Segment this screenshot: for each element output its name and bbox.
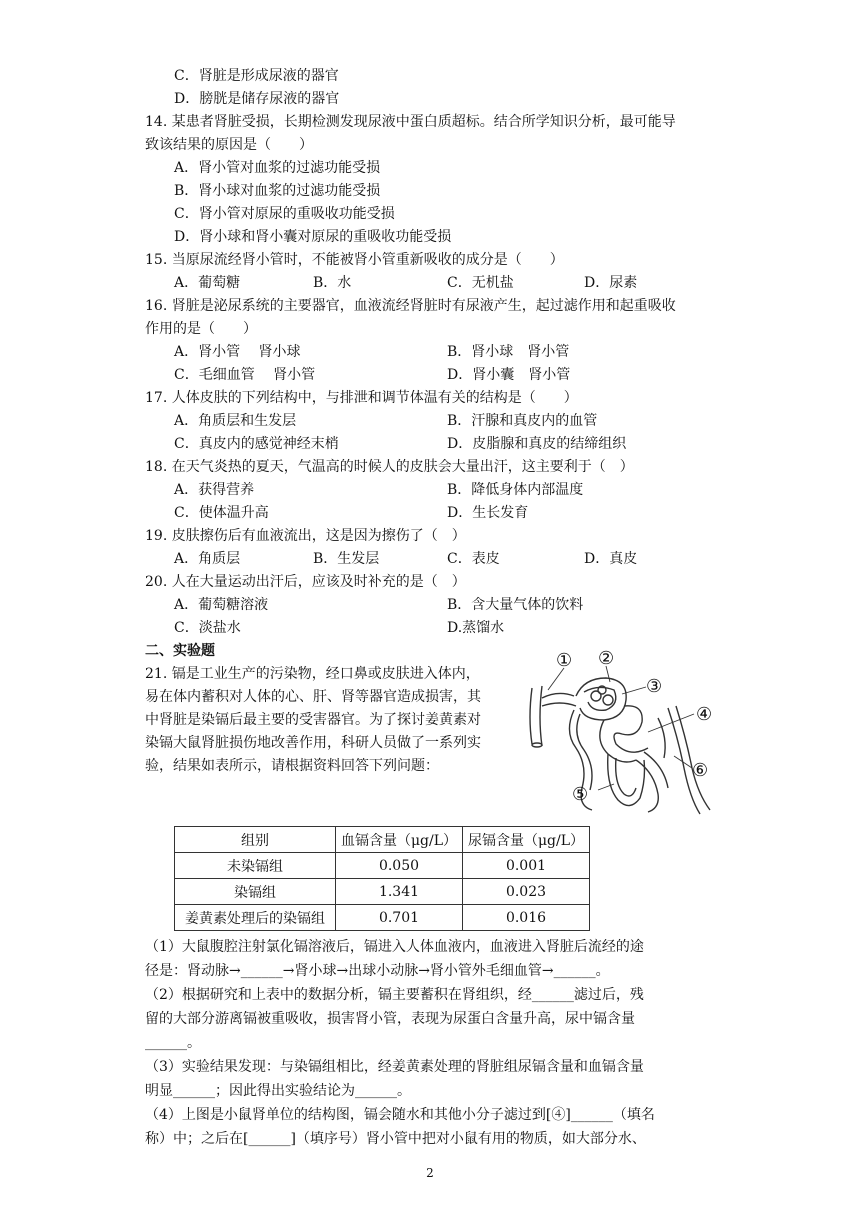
figure-label-4: ④ [696, 704, 713, 725]
q21-part4-line1: （4）上图是小鼠肾单位的结构图，镉会随水和其他小分子滤过到[④]______（填名 [145, 1107, 655, 1123]
q21-part4-line2: 称）中；之后在[______]（填序号）肾小管中把对小鼠有用的物质，如大部分水、 [145, 1131, 646, 1147]
q13-option-d: D．膀胱是储存尿液的器官 [174, 91, 340, 107]
q19-option-b: B．生发层 [313, 551, 380, 567]
q15-option-a: A．葡萄糖 [174, 275, 241, 291]
table-cell: 0.023 [463, 879, 590, 905]
q21-part3-line2: 明显______；因此得出实验结论为______。 [145, 1083, 411, 1099]
q16-option-b: B．肾小球 肾小管 [447, 344, 570, 360]
q17-stem: 17. 人体皮肤的下列结构中，与排泄和调节体温有关的结构是（ ） [145, 390, 578, 406]
q21-part2-line1: （2）根据研究和上表中的数据分析，镉主要蓄积在肾组织，经______滤过后，残 [145, 987, 644, 1003]
q19-option-a: A．角质层 [174, 551, 241, 567]
q21-part2-line2: 留的大部分游离镉被重吸收，损害肾小管，表现为尿蛋白含量升高，尿中镉含量 [145, 1011, 635, 1027]
figure-label-3: ③ [646, 676, 663, 697]
figure-label-2: ② [598, 648, 615, 669]
results-table [174, 826, 590, 931]
q21-part1-line2: 径是：肾动脉→______→肾小球→出球小动脉→肾小管外毛细血管→______。 [145, 963, 610, 979]
q20-option-b: B．含大量气体的饮料 [447, 597, 584, 613]
q21-intro-line4: 染镉大鼠肾脏损伤地改善作用，科研人员做了一系列实 [145, 735, 481, 751]
q21-part1-line1: （1）大鼠腹腔注射氯化镉溶液后，镉进入人体血液内，血液进入肾脏后流经的途 [145, 939, 644, 955]
q21-intro-line2: 易在体内蓄积对人体的心、肝、肾等器官造成损害，其 [145, 689, 481, 705]
table-cell: 姜黄素处理后的染镉组 [175, 905, 336, 931]
q19-option-d: D．真皮 [584, 551, 638, 567]
q20-option-d: D.蒸馏水 [447, 620, 505, 636]
q18-option-c: C．使体温升高 [174, 505, 269, 521]
q20-option-c: C．淡盐水 [174, 620, 241, 636]
q17-option-b: B．汗腺和真皮内的血管 [447, 413, 598, 429]
q16-option-a: A．肾小管 肾小球 [174, 344, 301, 360]
table-cell: 0.701 [336, 905, 463, 931]
q16-stem-line2: 作用的是（ ） [145, 321, 257, 337]
table-row [175, 879, 590, 905]
q19-option-c: C．表皮 [447, 551, 500, 567]
q14-option-b: B．肾小球对血浆的过滤功能受损 [174, 183, 381, 199]
q14-stem-line2: 致该结果的原因是（ ） [145, 137, 313, 153]
section-heading: 二、实验题 [145, 643, 215, 659]
q18-option-b: B．降低身体内部温度 [447, 482, 584, 498]
q16-stem-line1: 16. 肾脏是泌尿系统的主要器官，血液流经肾脏时有尿液产生，起过滤作用和起重吸收 [145, 298, 676, 314]
table-row [175, 905, 590, 931]
q14-option-a: A．肾小管对血浆的过滤功能受损 [174, 160, 381, 176]
q20-option-a: A．葡萄糖溶液 [174, 597, 269, 613]
figure-label-5: ⑤ [572, 784, 589, 805]
q16-option-d: D．肾小囊 肾小管 [447, 367, 571, 383]
q21-intro-line5: 验，结果如表所示，请根据资料回答下列问题： [145, 758, 439, 774]
q18-option-d: D．生长发育 [447, 505, 529, 521]
table-cell: 0.016 [463, 905, 590, 931]
q17-option-d: D．皮脂腺和真皮的结缔组织 [447, 436, 627, 452]
q21-intro-line3: 中肾脏是染镉后最主要的受害器官。为了探讨姜黄素对 [145, 712, 481, 728]
q15-stem: 15. 当原尿流经肾小管时，不能被肾小管重新吸收的成分是（ ） [145, 252, 564, 268]
q15-option-b: B．水 [313, 275, 352, 291]
q21-part2-line3: ______。 [145, 1035, 201, 1051]
page-number: 2 [426, 1166, 434, 1180]
q17-option-c: C．真皮内的感觉神经末梢 [174, 436, 339, 452]
table-cell: 1.341 [336, 879, 463, 905]
figure-label-1: ① [556, 650, 573, 671]
q18-stem: 18. 在天气炎热的夏天，气温高的时候人的皮肤会大量出汗，这主要利于（ ） [145, 459, 634, 475]
table-header-cell: 尿镉含量（μg/L） [463, 827, 590, 853]
q14-stem-line1: 14. 某患者肾脏受损，长期检测发现尿液中蛋白质超标。结合所学知识分析，最可能导 [145, 114, 676, 130]
q15-option-d: D．尿素 [584, 275, 638, 291]
table-header-cell: 血镉含量（μg/L） [336, 827, 463, 853]
table-cell: 染镉组 [175, 879, 336, 905]
table-cell: 0.050 [336, 853, 463, 879]
table-header-cell: 组别 [175, 827, 336, 853]
table-cell: 0.001 [463, 853, 590, 879]
q13-option-c: C．肾脏是形成尿液的器官 [174, 68, 339, 84]
table-row [175, 853, 590, 879]
q21-intro-line1: 21. 镉是工业生产的污染物，经口鼻或皮肤进入体内， [145, 666, 480, 682]
table-header-row [175, 827, 590, 853]
q17-option-a: A．角质层和生发层 [174, 413, 297, 429]
q15-option-c: C．无机盐 [447, 275, 514, 291]
figure-label-6: ⑥ [692, 760, 709, 781]
table-cell: 未染镉组 [175, 853, 336, 879]
nephron-diagram [518, 648, 720, 818]
q14-option-d: D．肾小球和肾小囊对原尿的重吸收功能受损 [174, 229, 452, 245]
q16-option-c: C．毛细血管 肾小管 [174, 367, 316, 383]
q18-option-a: A．获得营养 [174, 482, 255, 498]
q20-stem: 20. 人在大量运动出汗后，应该及时补充的是（ ） [145, 574, 466, 590]
q14-option-c: C．肾小管对原尿的重吸收功能受损 [174, 206, 395, 222]
q21-part3-line1: （3）实验结果发现：与染镉组相比，经姜黄素处理的肾脏组尿镉含量和血镉含量 [145, 1059, 644, 1075]
q19-stem: 19. 皮肤擦伤后有血液流出，这是因为擦伤了（ ） [145, 528, 466, 544]
